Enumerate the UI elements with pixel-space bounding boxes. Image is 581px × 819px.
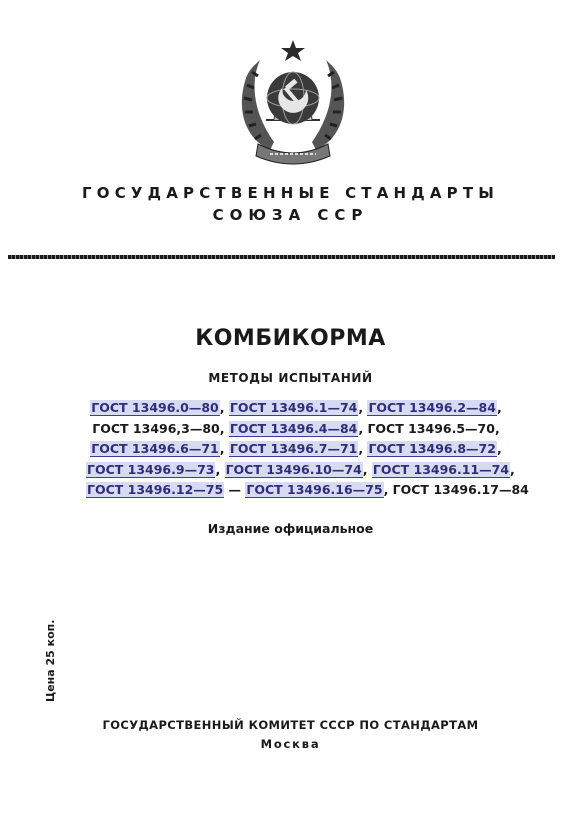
ussr-emblem-image bbox=[230, 38, 356, 174]
price-label: Цена 25 коп. bbox=[44, 619, 57, 702]
publisher-city: Москва bbox=[260, 737, 321, 751]
standard-separator: , bbox=[358, 441, 368, 456]
header-line-ussr: СОЮЗА ССР bbox=[212, 206, 369, 224]
standard-separator: , bbox=[494, 420, 500, 436]
standard-link[interactable]: ГОСТ 13496.10—74 bbox=[225, 461, 362, 477]
standard-separator: , bbox=[496, 400, 502, 415]
standard-link[interactable]: ГОСТ 13496.8—72 bbox=[368, 441, 496, 456]
standard-link[interactable]: ГОСТ 13496.9—73 bbox=[87, 461, 215, 477]
standard-separator: — bbox=[224, 482, 246, 497]
standard-link[interactable]: ГОСТ 13496.2—84 bbox=[368, 400, 496, 415]
standards-list bbox=[86, 398, 529, 501]
standards-line bbox=[86, 480, 529, 501]
standards-line bbox=[86, 439, 506, 460]
standard-link[interactable]: ГОСТ 13496.4—84 bbox=[229, 420, 358, 436]
standard-separator: , bbox=[496, 441, 502, 456]
standard-link[interactable]: ГОСТ 13496.7—71 bbox=[229, 441, 358, 456]
standard-link[interactable]: ГОСТ 13496.6—71 bbox=[91, 441, 219, 456]
standards-line bbox=[86, 398, 506, 419]
standard-separator: , bbox=[358, 400, 368, 415]
standard-separator: , bbox=[219, 420, 229, 436]
standard-link[interactable]: ГОСТ 13496.12—75 bbox=[87, 482, 224, 497]
standard-text: ГОСТ 13496.5—70 bbox=[367, 420, 495, 436]
publisher-committee: ГОСУДАРСТВЕННЫЙ КОМИТЕТ СССР ПО СТАНДАРТАМ bbox=[102, 718, 479, 732]
standard-separator: , bbox=[219, 441, 229, 456]
document-subtitle: МЕТОДЫ ИСПЫТАНИЙ bbox=[208, 371, 373, 385]
standard-separator: , bbox=[219, 400, 229, 415]
standard-separator: , bbox=[358, 420, 368, 436]
edition-label: Издание официальное bbox=[207, 521, 374, 536]
standard-separator: , bbox=[383, 482, 393, 497]
horizontal-rule bbox=[8, 255, 555, 259]
standards-line bbox=[86, 419, 506, 440]
standard-link[interactable]: ГОСТ 13496.11—74 bbox=[372, 461, 510, 477]
standard-text: ГОСТ 13496,3—80 bbox=[92, 420, 220, 436]
standard-separator: , bbox=[362, 461, 372, 477]
standard-separator: , bbox=[215, 461, 225, 477]
standard-link[interactable]: ГОСТ 13496.1—74 bbox=[229, 400, 358, 415]
document-title: КОМБИКОРМА bbox=[195, 326, 386, 351]
standards-line bbox=[86, 460, 515, 481]
standard-link[interactable]: ГОСТ 13496.0—80 bbox=[91, 400, 219, 415]
header-line-state-standards: ГОСУДАРСТВЕННЫЕ СТАНДАРТЫ bbox=[81, 184, 500, 202]
standard-link[interactable]: ГОСТ 13496.16—75 bbox=[246, 482, 383, 497]
standard-separator: , bbox=[510, 461, 515, 477]
emblem-star bbox=[281, 40, 305, 61]
standard-text: ГОСТ 13496.17—84 bbox=[392, 482, 529, 497]
